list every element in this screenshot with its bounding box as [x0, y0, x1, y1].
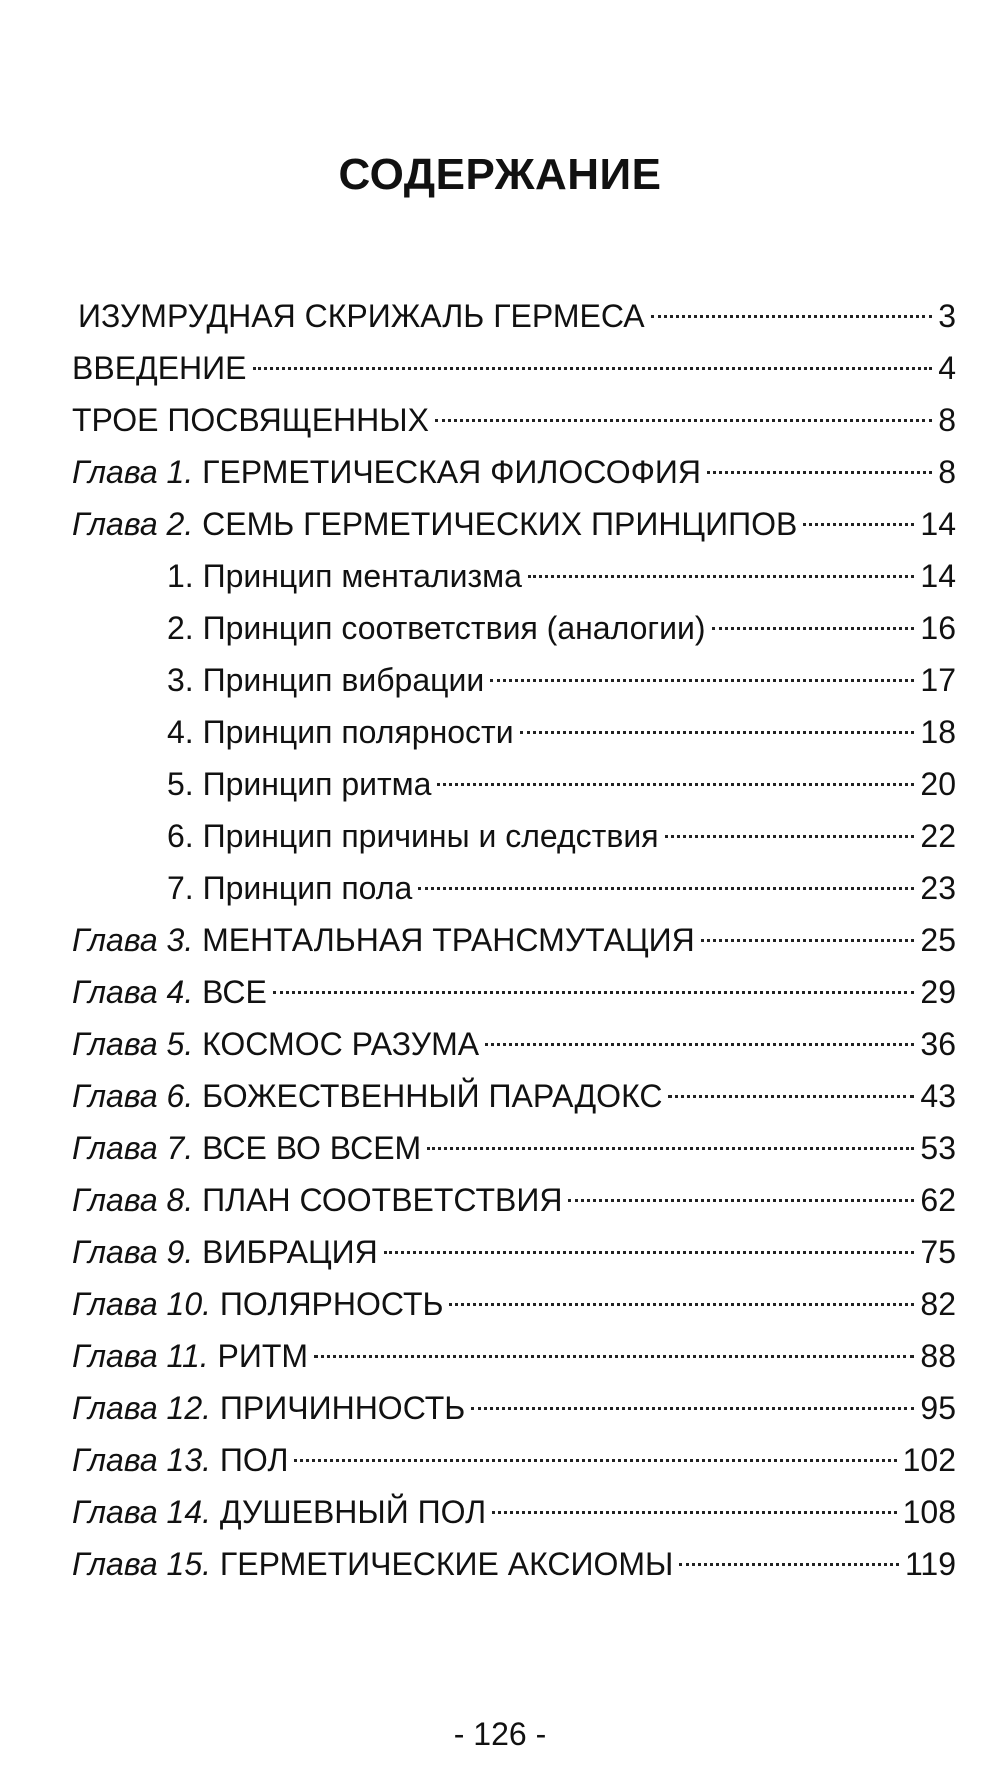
- toc-entry-label: Глава 6. БОЖЕСТВЕННЫЙ ПАРАДОКС: [72, 1078, 663, 1114]
- toc-page-number: 102: [902, 1442, 956, 1478]
- toc-subentry: [167, 810, 956, 862]
- toc-page-number: 18: [920, 714, 956, 750]
- toc-entry: [72, 1226, 956, 1278]
- toc-entry: [72, 1382, 956, 1434]
- toc-entry-label: 1. Принцип ментализма: [167, 558, 522, 594]
- toc-entry: [72, 1434, 956, 1486]
- dot-leader: [568, 1199, 914, 1202]
- page-number-footer: - 126 -: [453, 1716, 547, 1752]
- toc-page-number: 62: [920, 1182, 956, 1218]
- toc-page-number: 82: [920, 1286, 956, 1322]
- toc-entry: [78, 290, 956, 342]
- dot-leader: [273, 991, 915, 994]
- toc-entry-label: Глава 3. МЕНТАЛЬНАЯ ТРАНСМУТАЦИЯ: [72, 922, 695, 958]
- dot-leader: [701, 939, 915, 942]
- dot-leader: [651, 315, 933, 318]
- toc-entry-label: Глава 10. ПОЛЯРНОСТЬ: [72, 1286, 444, 1322]
- dot-leader: [253, 367, 933, 370]
- toc-subentry: [167, 602, 956, 654]
- toc-entry-label: ТРОЕ ПОСВЯЩЕННЫХ: [72, 402, 429, 438]
- toc-page-number: 25: [920, 922, 956, 958]
- toc-page-number: 29: [920, 974, 956, 1010]
- toc-entry: [72, 1486, 956, 1538]
- toc-entry-label: Глава 12. ПРИЧИННОСТЬ: [72, 1390, 466, 1426]
- dot-leader: [665, 835, 915, 838]
- toc-page-number: 22: [920, 818, 956, 854]
- toc-page-number: 108: [902, 1494, 956, 1530]
- dot-leader: [435, 419, 932, 422]
- toc-entry: [72, 446, 956, 498]
- toc-subentry: [167, 550, 956, 602]
- toc-page-number: 4: [938, 350, 956, 386]
- toc-page-number: 43: [920, 1078, 956, 1114]
- toc-page-number: 75: [920, 1234, 956, 1270]
- dot-leader: [492, 1511, 896, 1514]
- toc-entry: [72, 1070, 956, 1122]
- toc-entry-label: 6. Принцип причины и следствия: [167, 818, 659, 854]
- toc-page-number: 20: [920, 766, 956, 802]
- toc-subentry: [167, 706, 956, 758]
- toc-page-number: 95: [920, 1390, 956, 1426]
- toc-entry: [72, 1018, 956, 1070]
- dot-leader: [668, 1095, 914, 1098]
- toc-entry: [72, 1174, 956, 1226]
- dot-leader: [712, 627, 915, 630]
- toc-entry-label: Глава 1. ГЕРМЕТИЧЕСКАЯ ФИЛОСОФИЯ: [72, 454, 702, 490]
- toc-entry-label: Глава 5. КОСМОС РАЗУМА: [72, 1026, 480, 1062]
- toc-page-number: 3: [938, 298, 956, 334]
- toc-entry: [72, 498, 956, 550]
- dot-leader: [437, 783, 914, 786]
- page-title: СОДЕРЖАНИЕ: [338, 150, 662, 199]
- toc-entry-label: Глава 15. ГЕРМЕТИЧЕСКИЕ АКСИОМЫ: [72, 1546, 674, 1582]
- dot-leader: [449, 1303, 914, 1306]
- toc-page-number: 53: [920, 1130, 956, 1166]
- toc-entry: [72, 914, 956, 966]
- dot-leader: [418, 887, 914, 890]
- toc-entry-label: 2. Принцип соответствия (аналогии): [167, 610, 706, 646]
- dot-leader: [707, 471, 932, 474]
- dot-leader: [490, 679, 914, 682]
- toc-entry-label: Глава 2. СЕМЬ ГЕРМЕТИЧЕСКИХ ПРИНЦИПОВ: [72, 506, 798, 542]
- toc-page-number: 119: [904, 1546, 956, 1582]
- toc-page-number: 23: [920, 870, 956, 906]
- dot-leader: [520, 731, 915, 734]
- toc-page-number: 17: [920, 662, 956, 698]
- dot-leader: [485, 1043, 914, 1046]
- dot-leader: [679, 1563, 899, 1566]
- dot-leader: [803, 523, 914, 526]
- toc-entry: [72, 342, 956, 394]
- dot-leader: [294, 1459, 896, 1462]
- toc-entry: [72, 1278, 956, 1330]
- toc-entry-label: Глава 13. ПОЛ: [72, 1442, 289, 1478]
- toc-entry-label: ВВЕДЕНИЕ: [72, 350, 247, 386]
- toc-page-number: 14: [920, 558, 956, 594]
- toc-entry: [72, 1538, 956, 1590]
- toc-subentry: [167, 758, 956, 810]
- toc-subentry: [167, 654, 956, 706]
- dot-leader: [314, 1355, 914, 1358]
- toc-entry-label: Глава 7. ВСЕ ВО ВСЕМ: [72, 1130, 422, 1166]
- toc-entry: [72, 1122, 956, 1174]
- toc-entry-label: 3. Принцип вибрации: [167, 662, 485, 698]
- toc-page-number: 14: [920, 506, 956, 542]
- dot-leader: [471, 1407, 914, 1410]
- toc-page-number: 8: [938, 454, 956, 490]
- toc-entry-label: Глава 14. ДУШЕВНЫЙ ПОЛ: [72, 1494, 487, 1530]
- toc-page-number: 88: [920, 1338, 956, 1374]
- toc-entry-label: Глава 11. РИТМ: [72, 1338, 309, 1374]
- toc-page-number: 16: [920, 610, 956, 646]
- toc-subentry: [167, 862, 956, 914]
- toc-entry: [72, 966, 956, 1018]
- toc-entry-label: 4. Принцип полярности: [167, 714, 514, 750]
- toc-entry-label: 7. Принцип пола: [167, 870, 413, 906]
- toc-entry: [72, 394, 956, 446]
- dot-leader: [384, 1251, 915, 1254]
- toc-page-number: 8: [938, 402, 956, 438]
- toc-entry-label: Глава 8. ПЛАН СООТВЕТСТВИЯ: [72, 1182, 563, 1218]
- toc-entry-label: Глава 4. ВСЕ: [72, 974, 267, 1010]
- toc-entry: [72, 1330, 956, 1382]
- toc-entry-label: ИЗУМРУДНАЯ СКРИЖАЛЬ ГЕРМЕСА: [78, 298, 645, 334]
- toc-entry-label: 5. Принцип ритма: [167, 766, 432, 802]
- dot-leader: [528, 575, 914, 578]
- toc-entry-label: Глава 9. ВИБРАЦИЯ: [72, 1234, 378, 1270]
- dot-leader: [427, 1147, 914, 1150]
- toc-page-number: 36: [920, 1026, 956, 1062]
